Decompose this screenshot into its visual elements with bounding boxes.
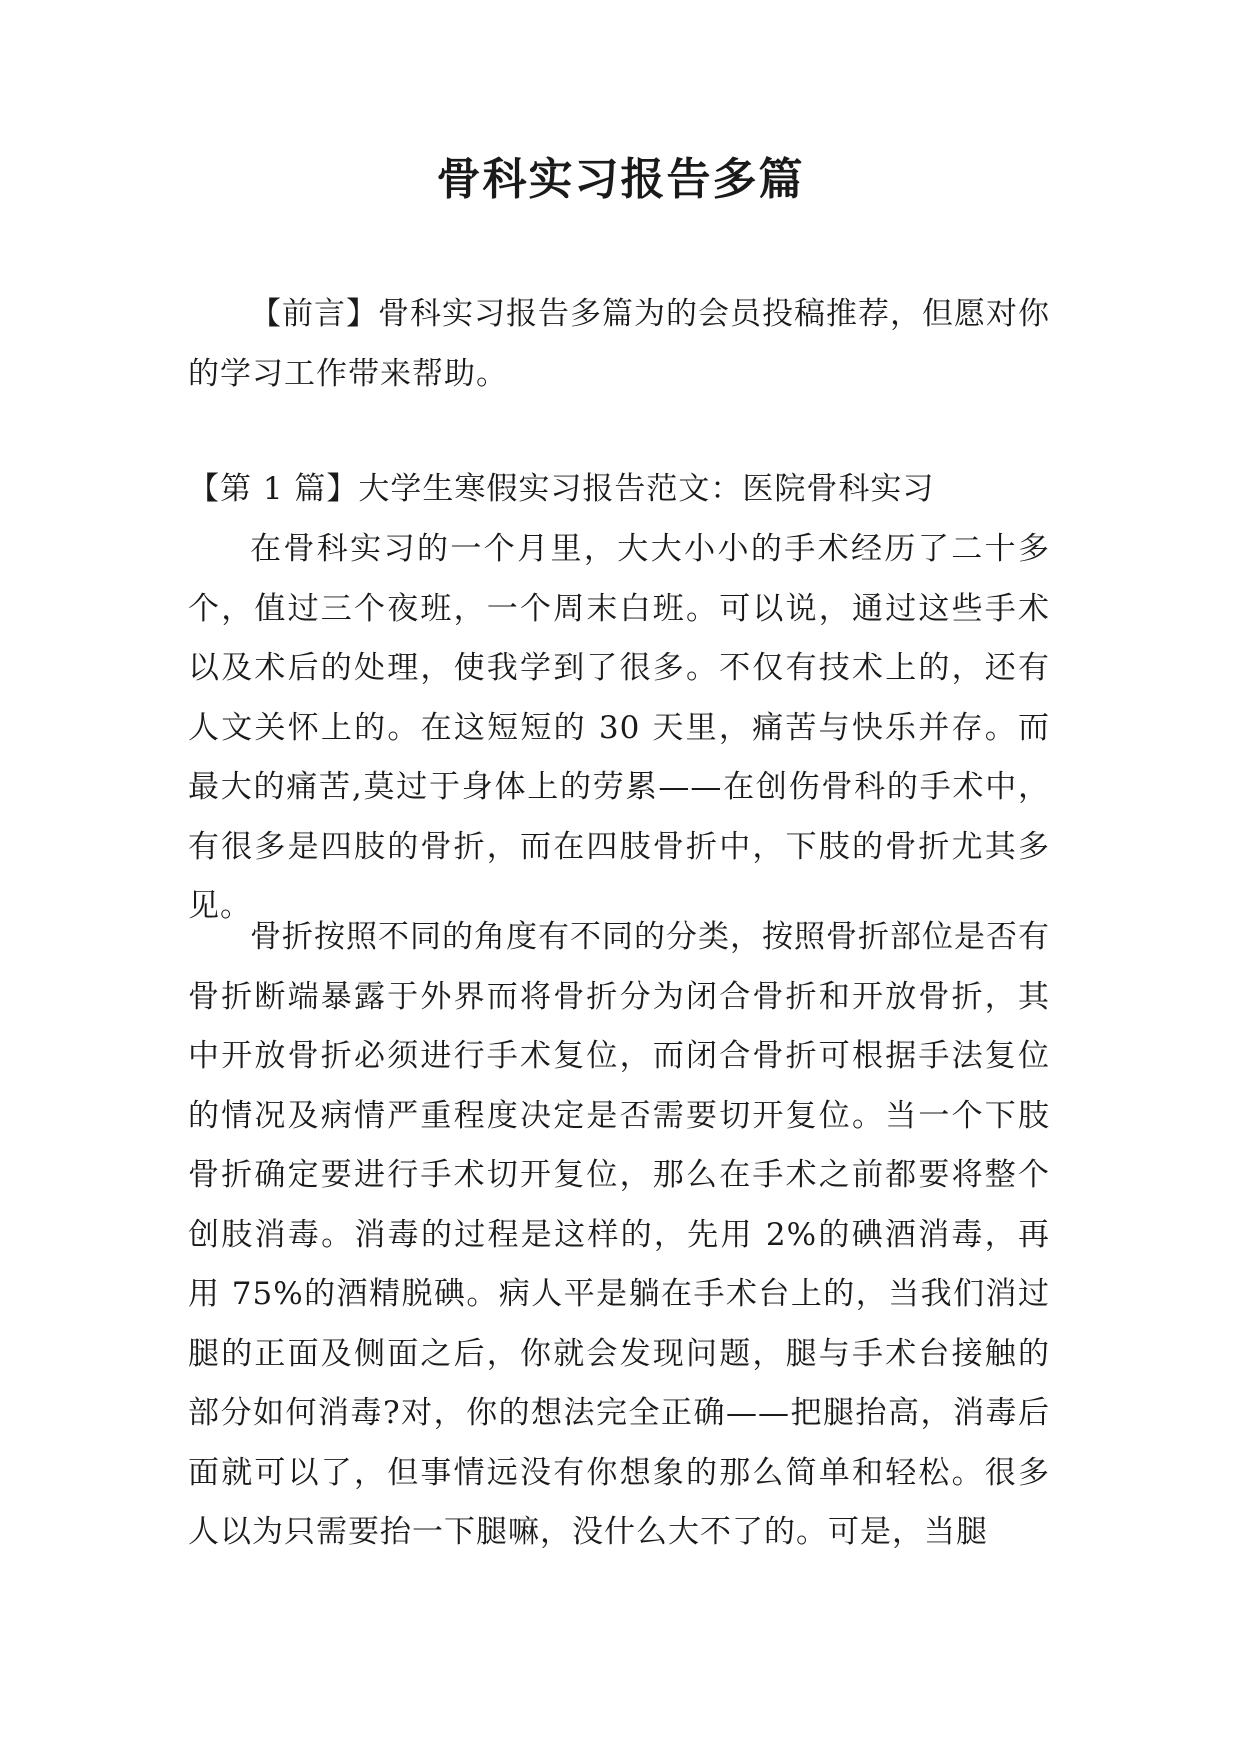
body-paragraph (188, 908, 1050, 1563)
page-title: 骨科实习报告多篇 (436, 154, 805, 205)
intro-paragraph: 【前言】骨科实习报告多篇为的会员投稿推荐，但愿对你的学习工作带来帮助。 (188, 296, 1050, 392)
paragraph-text: 骨折按照不同的角度有不同的分类，按照骨折部位是否有骨折断端暴露于外界而将骨折分为闭合骨折和开放骨折，其中开放骨折必须进行手术复位，而闭合骨折可根据手法复位的情况及病情严重程度决定是否需要切开复位。当一个下肢骨折确定要进行手术切开复位，那么在手术之前都要将整个创肢消毒。消毒的过程是这样的，先用 2%的碘酒消毒，再用 75%的酒精脱碘。病人平是躺在手术台上的，当我们消过腿的正面及侧面之后，你就会发现问题，腿与手术台接触的部分如何消毒?对，你的想法完全正确——把腿抬高，消毒后面就可以了，但事情远没有你想象的那么简单和轻松。很多人以为只需要抬一下腿嘛，没什么大不了的。可是，当腿 (188, 919, 1050, 1550)
paragraph-text: 在骨科实习的一个月里，大大小小的手术经历了二十多个，值过三个夜班，一个周末白班。可以说，通过这些手术以及术后的处理，使我学到了很多。不仅有技术上的，还有人文关怀上的。在这短短的 30 天里，痛苦与快乐并存。而最大的痛苦,莫过于身体上的劳累——在创伤骨科的手术中，有很多是四肢的骨折，而在四肢骨折中，下肢的骨折尤其多见。 (188, 531, 1050, 924)
section-heading: 【第 1 篇】大学生寒假实习报告范文：医院骨科实习 (188, 471, 935, 507)
body-paragraph (188, 520, 1050, 937)
